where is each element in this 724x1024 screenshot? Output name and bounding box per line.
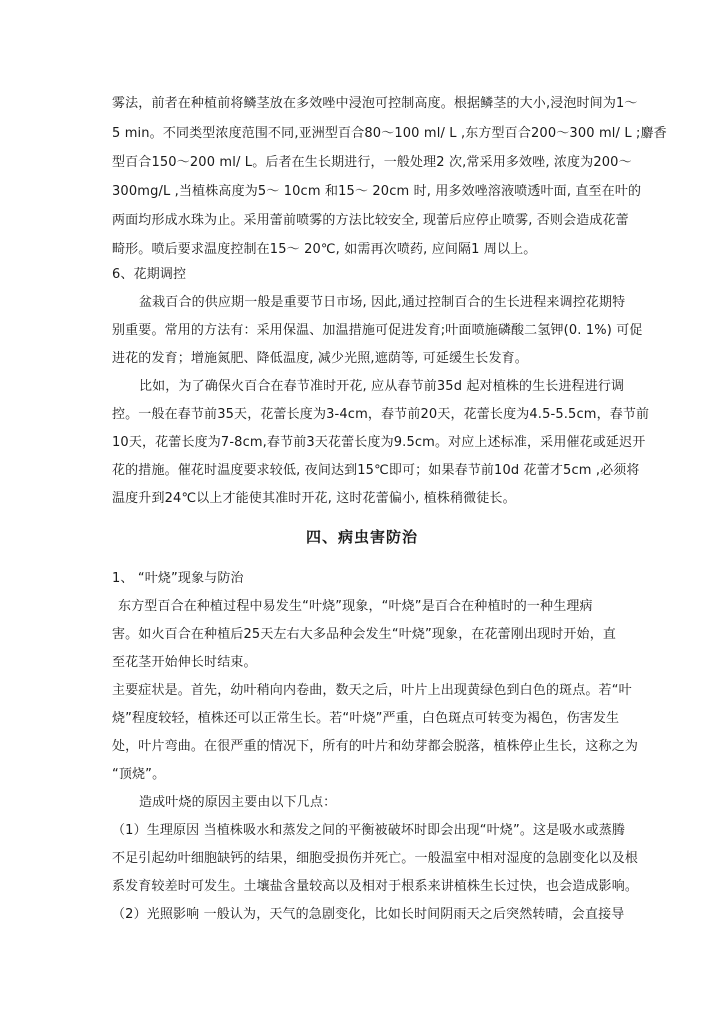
text-line: 至花茎开始伸长时结束。 [112, 655, 257, 670]
text-line: 比如，为了确保火百合在春节准时开花, 应从春节前35d 起对植株的生长进程进行调 [139, 379, 625, 394]
text-line: 花的措施。催花时温度要求较低, 夜间达到15℃即可；如果春节前10d 花蕾才5cm ,必须将 [112, 463, 640, 478]
text-line: 5 min。不同类型浓度范围不同,亚洲型百合80～100 ml/ L ,东方型百合200～300 ml/ L ;麝香 [112, 126, 667, 141]
text-line: 造成叶烧的原因主要由以下几点： [139, 795, 337, 810]
text-line: 盆栽百合的供应期一般是重要节日市场, 因此,通过控制百合的生长进程来调控花期特 [139, 295, 626, 310]
text-line: 10天，花蕾长度为7-8cm,春节前3天花蕾长度为9.5cm。对应上述标准，采用催花或延迟开 [112, 435, 646, 450]
text-line: 主要症状是。首先，幼叶稍向内卷曲，数天之后，叶片上出现黄绿色到白色的斑点。若“叶 [112, 683, 632, 698]
text-line: 温度升到24℃以上才能使其准时开花, 这时花蕾偏小, 植株稍微徒长。 [112, 491, 516, 506]
text-line: （1）生理原因 当植株吸水和蒸发之间的平衡被破坏时即会出现“叶烧”。这是吸水或蒸腾 [112, 823, 626, 838]
text-line: 畸形。喷后要求温度控制在15～ 20℃, 如需再次喷药, 应间隔1 周以上。 [112, 242, 537, 257]
text-line: 控。一般在春节前35天，花蕾长度为3-4cm，春节前20天，花蕾长度为4.5-5.5cm，春节前 [112, 407, 650, 422]
text-line: 两面均形成水珠为止。采用蕾前喷雾的方法比较安全, 现蕾后应停止喷雾, 否则会造成花蕾 [112, 213, 629, 228]
text-line: 别重要。常用的方法有：采用保温、加温措施可促进发育;叶面喷施磷酸二氢钾(0. 1%) 可促 [112, 323, 643, 338]
text-line: 300mg/L ,当植株高度为5～ 10cm 和15～ 20cm 时, 用多效唑溶液喷透叶面, 直至在叶的 [112, 184, 642, 199]
item-title: 1、 “叶烧”现象与防治 [112, 571, 244, 586]
text-line: 处，叶片弯曲。在很严重的情况下，所有的叶片和幼芽都会脱落，植株停止生长，这称之为 [112, 739, 639, 754]
text-line: 系发育较差时可发生。土壤盐含量较高以及相对于根系来讲植株生长过快，也会造成影响。 [112, 879, 639, 894]
text-line: “顶烧”。 [112, 767, 166, 782]
text-line: 烧”程度较轻，植株还可以正常生长。若“叶烧”严重，白色斑点可转变为褐色，伤害发生 [112, 711, 620, 726]
text-line: 东方型百合在种植过程中易发生“叶烧”现象，“叶烧”是百合在种植时的一种生理病 [118, 599, 593, 614]
section-title: 6、花期调控 [112, 267, 187, 282]
chapter-heading: 四、病虫害防治 [305, 528, 418, 546]
text-line: （2）光照影响 一般认为，天气的急剧变化，比如长时间阴雨天之后突然转晴，会直接导 [112, 907, 625, 922]
text-line: 害。如火百合在种植后25天左右大多品种会发生“叶烧”现象，在花蕾刚出现时开始，直 [112, 627, 617, 642]
text-line: 不足引起幼叶细胞缺钙的结果，细胞受损伤并死亡。一般温室中相对湿度的急剧变化以及根 [112, 851, 639, 866]
text-line: 进花的发育；增施氮肥、降低温度, 减少光照,遮荫等, 可延缓生长发育。 [112, 351, 528, 366]
text-line: 雾法，前者在种植前将鳞茎放在多效唑中浸泡可控制高度。根据鳞茎的大小,浸泡时间为1～ [112, 96, 638, 111]
text-line: 型百合150～200 ml/ L。后者在生长期进行，一般处理2 次,常采用多效唑, 浓度为200～ [112, 155, 632, 170]
